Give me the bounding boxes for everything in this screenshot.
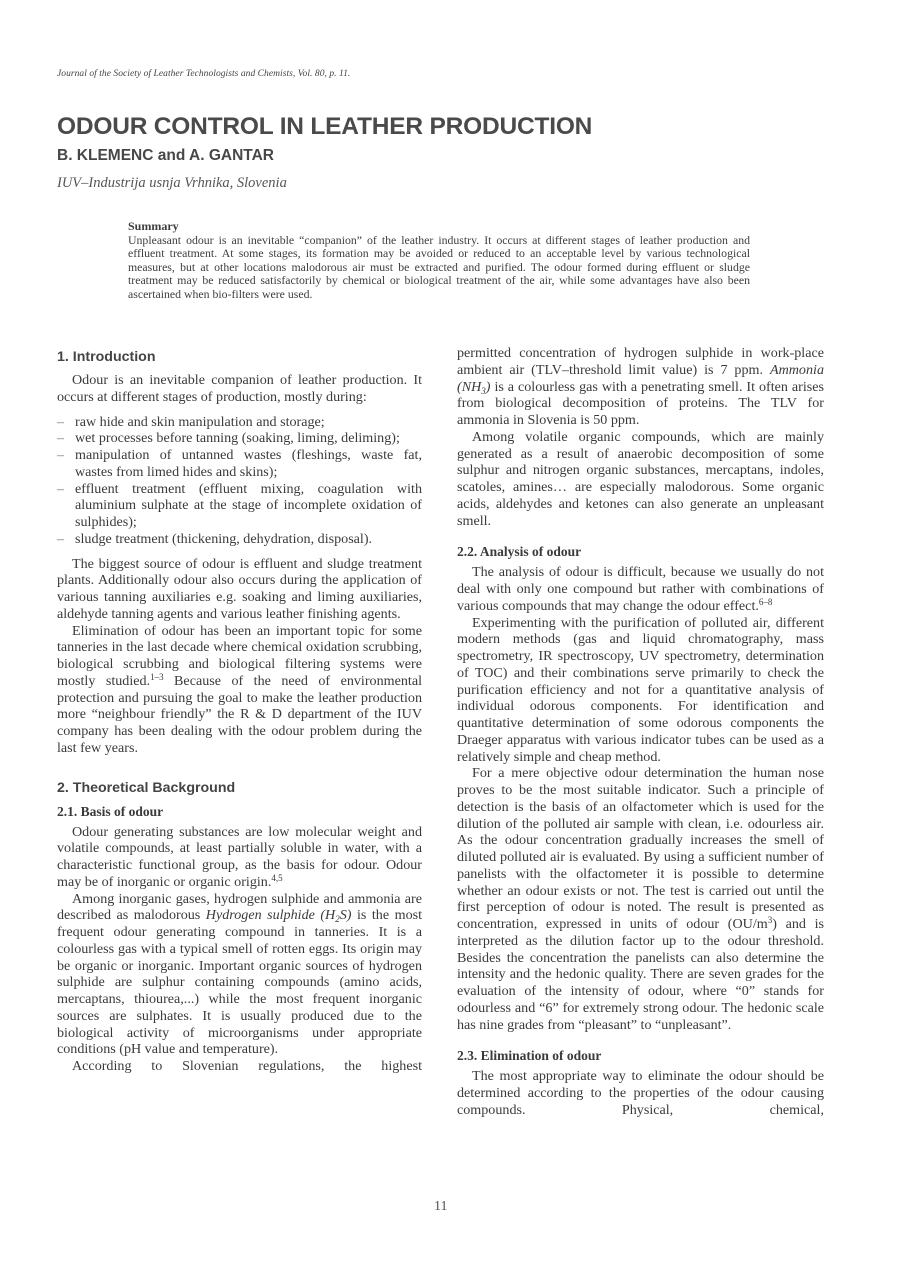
basis-paragraph-3-start: According to Slovenian regulations, the highest — [72, 1058, 422, 1074]
section-heading-theoretical-background: 2. Theoretical Background — [57, 779, 236, 796]
list-item: – sludge treatment (thickening, dehydration, disposal). — [57, 530, 373, 547]
elimination-paragraph-1: The most appropriate way to eliminate the odour should be determined according to the properties of the odour causing compounds. Physical, chemical, — [457, 1068, 824, 1118]
basis-paragraph-2: Among inorganic gases, hydrogen sulphide and ammonia are described as malodorous Hydrogen sulphide $(H_2S)$ is the most frequent odour generating compound in tanneries. It is a colourless gas with a typical smell of rotten eggs. Its origin may be organic or inorganic. Important organic sources of hydrogen sulphide are sulphur containing compounds (amino acids, mercaptans, thiourea,...) while the most frequent inorganic sources are sulphates. It is usually produced due to the biological activity of microorganisms under appropriate conditions (pH value and temperature). — [57, 890, 423, 1058]
list-item: – wet processes before tanning (soaking, liming, deliming); — [57, 430, 400, 447]
dash-bullet-icon: – — [57, 430, 65, 447]
intro-paragraph-1: Odour is an inevitable companion of leather production. It occurs at different stages of production, mostly during: — [57, 372, 422, 405]
subsection-heading-elimination-of-odour: 2.3. Elimination of odour — [457, 1048, 602, 1064]
list-item: – effluent treatment (effluent mixing, coagulation with aluminium sulphate at the stage of incomplete oxidation of sulphides); — [57, 480, 422, 530]
hydrogen-sulphide-term: Hydrogen sulphide $(H_2S)$ — [205, 907, 352, 925]
summary-heading: Summary — [128, 219, 179, 233]
journal-reference: Journal of the Society of Leather Technologists and Chemists, Vol. 80, p. 11. — [57, 69, 351, 79]
intro-paragraph-2: The biggest source of odour is effluent and sludge treatment plants. Additionally odour also occurs during the application of various tanning auxiliaries e.g. soaking and liming auxiliaries, aldehyde tanning agents and various leather finishing agents. — [57, 555, 422, 622]
basis-paragraph-3-continued: permitted concentration of hydrogen sulphide in work-place ambient air (TLV–threshold limit value) is 7 ppm. Ammonia $(NH_3)$ is a colourless gas with a penetrating smell. It often arises from biological decomposition of proteins. The TLV for ammonia in Slovenia is 50 ppm. — [457, 345, 824, 428]
analysis-paragraph-3: For a mere objective odour determination the human nose proves to be the most suitable indicator. Such a principle of detection is the basis of an olfactometer which is used for the dilution of the polluted air sample with clean, i.e. odourless air. As the odour concentration gradually increases the smell of diluted polluted air is evaluated. By using a sufficient number of panelists with the olfactometer it is possible to determine whether an odour exists or not. The test is carried out until the first perception of odour is noted. The result is presented as concentration, expressed in units of odour $(OU/m^3)$ and is interpreted as the dilution factor up to the odour threshold. Besides the concentration the panelists can also determine the intensity and the hedonic quality. There are seven grades for the evaluation of the intensity of odour, where “0” stands for odourless and “6” for extremely strong odour. The hedonic scale has nine grades from “pleasant” to “unpleasant”. — [457, 765, 824, 1033]
subsection-heading-basis-of-odour: 2.1. Basis of odour — [57, 803, 164, 819]
subsection-heading-analysis-of-odour: 2.2. Analysis of odour — [457, 544, 582, 560]
citation-6-8: 6–8 — [758, 596, 773, 607]
ammonia-term: Ammonia $(NH_3)$ — [457, 361, 824, 396]
article-affiliation: IUV–Industrija usnja Vrhnika, Slovenia — [57, 175, 287, 191]
intro-paragraph-3: Elimination of odour has been an important topic for some tanneries in the last decade where chemical oxidation scrubbing, biological scrubbing and biological filtering systems were mostly studied.$^{1-3}$ Because of the need of environmental protection and pursuing the goal to make the leather production more “neighbour friendly” the R & D department of the IUV company has been dealing with the odour problem during the last few years. — [57, 622, 422, 756]
basis-paragraph-1: Odour generating substances are low molecular weight and volatile compounds, at least partially soluble in water, with a characteristic functional group, as the basis for odour. Odour may be of inorganic or organic origin.$^{4,5}$ — [57, 823, 422, 890]
dash-bullet-icon: – — [57, 447, 65, 463]
odour-stages-list — [57, 414, 422, 548]
summary-text: Unpleasant odour is an inevitable “companion” of the leather industry. It occurs at different stages of leather production and effluent treatment. At some stages, its formation may be avoided or reduced to an acceptable level by various technological measures, but at other locations malodorous air must be extracted and purified. The odour formed during effluent or sludge treatment may be reduced satisfactorily by chemical or biological treatment of the air, while some advantages have also been ascertained when bio-filters were used. — [128, 232, 750, 301]
dash-bullet-icon: – — [57, 530, 65, 547]
analysis-paragraph-2: Experimenting with the purification of polluted air, different modern methods (gas and liquid chromatography, mass spectrometry, IR spectroscopy, UV spectrometry, determination of TOC) and their combinations serve primarily to check the purification efficiency and not for a quantitative analysis of individual odorous components. For identification and quantitative determination of some odorous components the Draeger apparatus with various indicator tubes can be used as a relatively simple and cheap method. — [457, 614, 824, 765]
basis-paragraph-4: Among volatile organic compounds, which are mainly generated as a result of anaerobic decomposition of some sulphur and nitrogen organic substances, mercaptans, indoles, scatoles, amines… are especially malodorous. Some organic acids, aldehydes and ketones can also generate an unpleasant smell. — [457, 428, 824, 529]
citation-4-5: 4,5 — [271, 872, 283, 883]
page-number: 11 — [434, 1199, 448, 1214]
article-authors: B. KLEMENC and A. GANTAR — [57, 147, 274, 164]
citation-1-3: 1–3 — [150, 671, 164, 682]
summary-block — [128, 220, 750, 302]
article-title: ODOUR CONTROL IN LEATHER PRODUCTION — [57, 113, 593, 140]
dash-bullet-icon: – — [57, 480, 65, 497]
dash-bullet-icon: – — [57, 413, 65, 430]
right-column — [457, 345, 824, 1119]
section-heading-introduction: 1. Introduction — [57, 349, 156, 365]
left-column — [57, 348, 422, 1075]
list-item: – manipulation of untanned wastes (fleshings, waste fat, wastes from limed hides and skins); — [57, 447, 422, 480]
analysis-paragraph-1: The analysis of odour is difficult, because we usually do not deal with only one compound but rather with combinations of various compounds that may change the odour effect.$^{6-8}$ — [457, 564, 824, 614]
list-item: – raw hide and skin manipulation and storage; — [57, 413, 325, 430]
